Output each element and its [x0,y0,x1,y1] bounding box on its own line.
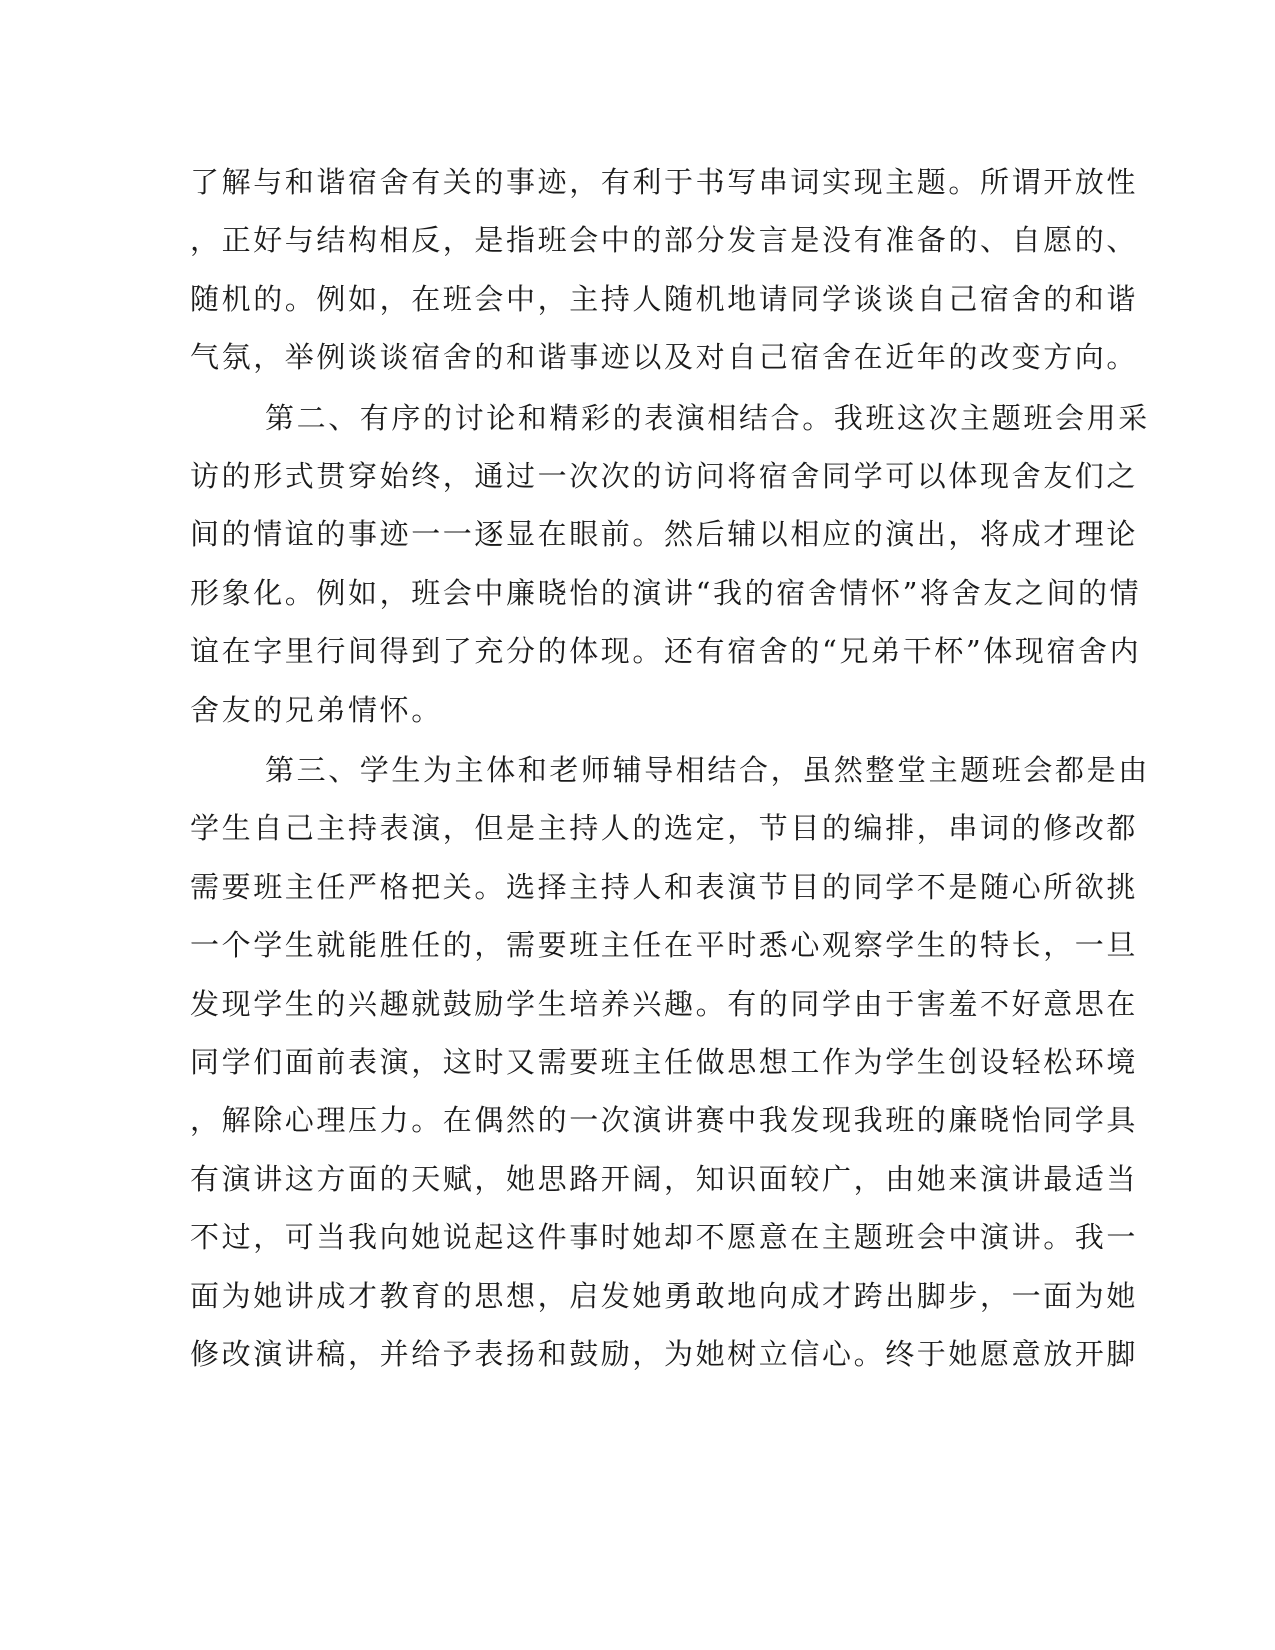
text-line: 一个学生就能胜任的，需要班主任在平时悉心观察学生的特长，一旦 [190,928,1139,962]
paragraph-start-line: 第二、有序的讨论和精彩的表演相结合。我班这次主题班会用采 [265,401,1150,435]
text-line: 同学们面前表演，这时又需要班主任做思想工作为学生创设轻松环境 [190,1045,1139,1079]
text-line: 舍友的兄弟情怀。 [190,693,443,727]
text-line: 发现学生的兴趣就鼓励学生培养兴趣。有的同学由于害羞不好意思在 [190,987,1139,1021]
text-line: ，解除心理压力。在偶然的一次演讲赛中我发现我班的廉晓怡同学具 [190,1103,1139,1137]
text-line: 了解与和谐宿舍有关的事迹，有利于书写串词实现主题。所谓开放性 [190,165,1139,199]
text-line: 间的情谊的事迹一一逐显在眼前。然后辅以相应的演出，将成才理论 [190,517,1139,551]
text-line: 形象化。例如，班会中廉晓怡的演讲“我的宿舍情怀”将舍友之间的情 [190,576,1142,610]
text-line: 面为她讲成才教育的思想，启发她勇敢地向成才跨出脚步，一面为她 [190,1279,1139,1313]
text-line: 修改演讲稿，并给予表扬和鼓励，为她树立信心。终于她愿意放开脚 [190,1337,1139,1371]
text-line: 有演讲这方面的天赋，她思路开阔，知识面较广，由她来演讲最适当 [190,1162,1139,1196]
text-line: 访的形式贯穿始终，通过一次次的访问将宿舍同学可以体现舍友们之 [190,459,1139,493]
text-line: ，正好与结构相反，是指班会中的部分发言是没有准备的、自愿的、 [190,223,1139,257]
text-line: 不过，可当我向她说起这件事时她却不愿意在主题班会中演讲。我一 [190,1220,1139,1254]
text-line: 气氛，举例谈谈宿舍的和谐事迹以及对自己宿舍在近年的改变方向。 [190,340,1139,374]
text-line: 随机的。例如，在班会中，主持人随机地请同学谈谈自己宿舍的和谐 [190,282,1139,316]
paragraph-start-line: 第三、学生为主体和老师辅导相结合，虽然整堂主题班会都是由 [265,753,1150,787]
text-line: 学生自己主持表演，但是主持人的选定，节目的编排，串词的修改都 [190,811,1139,845]
text-line: 需要班主任严格把关。选择主持人和表演节目的同学不是随心所欲挑 [190,870,1139,904]
text-line: 谊在字里行间得到了充分的体现。还有宿舍的“兄弟干杯”体现宿舍内 [190,634,1142,668]
